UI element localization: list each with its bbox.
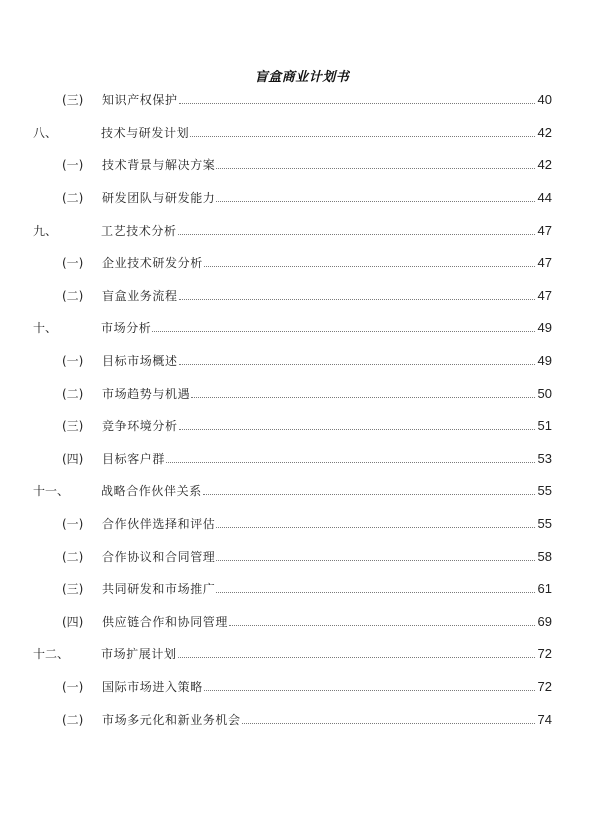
- dot-leader: [178, 234, 535, 235]
- dot-leader: [242, 723, 535, 724]
- toc-entry-page: 69: [537, 614, 552, 629]
- toc-entry-title: 合作协议和合同管理: [102, 550, 216, 564]
- toc-entry-title: 共同研发和市场推广: [102, 582, 216, 596]
- toc-entry[interactable]: [62, 382, 552, 402]
- dot-leader: [166, 462, 535, 463]
- toc-entry-number: 八、: [33, 126, 58, 140]
- toc-entry-number: (二): [62, 387, 84, 401]
- toc-entry-title: 盲盒业务流程: [102, 289, 178, 303]
- toc-entry-title: 市场多元化和新业务机会: [102, 713, 241, 727]
- toc-entry-number: (二): [62, 191, 84, 205]
- toc-entry-page: 40: [537, 92, 552, 107]
- toc-entry-number: (三): [62, 93, 84, 107]
- toc-entry-title: 目标市场概述: [102, 354, 178, 368]
- toc-entry-page: 72: [537, 679, 552, 694]
- dot-leader: [216, 592, 535, 593]
- toc-entry-page: 47: [537, 288, 552, 303]
- document-title: 盲盒商业计划书: [254, 70, 350, 85]
- dot-leader: [191, 397, 535, 398]
- toc-entry-number: 九、: [33, 224, 58, 238]
- dot-leader: [229, 625, 535, 626]
- dot-leader: [190, 136, 535, 137]
- dot-leader: [179, 429, 535, 430]
- toc-entry-title: 企业技术研发分析: [102, 256, 203, 270]
- toc-entry-number: (二): [62, 550, 84, 564]
- toc-entry-number: (二): [62, 289, 84, 303]
- toc-entry-page: 49: [537, 320, 552, 335]
- toc-entry[interactable]: [62, 186, 552, 206]
- toc-entry-number: 十一、: [33, 484, 70, 498]
- toc-entry-title: 目标客户群: [102, 452, 166, 466]
- dot-leader: [203, 494, 535, 495]
- toc-entry[interactable]: [62, 349, 552, 369]
- toc-entry-page: 55: [537, 483, 552, 498]
- dot-leader: [179, 364, 535, 365]
- toc-entry-page: 47: [537, 223, 552, 238]
- toc-entry-title: 技术背景与解决方案: [102, 158, 216, 172]
- toc-entry-title: 知识产权保护: [102, 93, 178, 107]
- toc-entry[interactable]: [62, 447, 552, 467]
- toc-entry-title: 国际市场进入策略: [102, 680, 203, 694]
- dot-leader: [216, 527, 535, 528]
- toc-entry-title: 合作伙伴选择和评估: [102, 517, 216, 531]
- dot-leader: [179, 103, 535, 104]
- toc-entry[interactable]: [62, 284, 552, 304]
- toc-entry[interactable]: [62, 414, 552, 434]
- toc-entry[interactable]: [33, 121, 552, 141]
- toc-entry[interactable]: [62, 512, 552, 532]
- dot-leader: [179, 299, 535, 300]
- toc-entry-page: 42: [537, 157, 552, 172]
- toc-entry[interactable]: [33, 642, 552, 662]
- toc-entry-page: 58: [537, 549, 552, 564]
- toc-entry-page: 50: [537, 386, 552, 401]
- dot-leader: [204, 266, 535, 267]
- toc-entry[interactable]: [33, 316, 552, 336]
- toc-entry-title: 研发团队与研发能力: [102, 191, 216, 205]
- toc-entry-number: (一): [62, 354, 84, 368]
- toc-entry-page: 49: [537, 353, 552, 368]
- toc-entry-title: 战略合作伙伴关系: [101, 484, 202, 498]
- toc-entry-number: (四): [62, 452, 84, 466]
- toc-entry-page: 51: [537, 418, 552, 433]
- toc-entry[interactable]: [62, 153, 552, 173]
- toc-entry-page: 61: [537, 581, 552, 596]
- toc-entry-number: (三): [62, 582, 84, 596]
- dot-leader: [178, 657, 535, 658]
- toc-entry-title: 市场趋势与机遇: [102, 387, 191, 401]
- toc-entry-title: 市场分析: [101, 321, 152, 335]
- toc-entry-page: 74: [537, 712, 552, 727]
- toc-entry[interactable]: [33, 219, 552, 239]
- toc-entry-number: (一): [62, 517, 84, 531]
- toc-entry-title: 竞争环境分析: [102, 419, 178, 433]
- dot-leader: [204, 690, 535, 691]
- toc-entry[interactable]: [62, 545, 552, 565]
- dot-leader: [216, 168, 535, 169]
- toc-entry-title: 工艺技术分析: [101, 224, 177, 238]
- toc-entry[interactable]: [62, 251, 552, 271]
- toc-entry-number: 十、: [33, 321, 58, 335]
- toc-entry[interactable]: [62, 610, 552, 630]
- toc-entry-page: 55: [537, 516, 552, 531]
- toc-entry-number: (一): [62, 680, 84, 694]
- toc-entry[interactable]: [62, 88, 552, 108]
- dot-leader: [216, 201, 535, 202]
- dot-leader: [152, 331, 535, 332]
- toc-entry[interactable]: [33, 479, 552, 499]
- toc-entry[interactable]: [62, 577, 552, 597]
- toc-entry-page: 44: [537, 190, 552, 205]
- toc-entry-page: 72: [537, 646, 552, 661]
- toc-entry-page: 47: [537, 255, 552, 270]
- toc-entry[interactable]: [62, 708, 552, 728]
- toc-entry-number: (二): [62, 713, 84, 727]
- dot-leader: [216, 560, 535, 561]
- toc-entry-page: 53: [537, 451, 552, 466]
- toc-entry-page: 42: [537, 125, 552, 140]
- toc-entry-number: (一): [62, 158, 84, 172]
- toc-entry-title: 市场扩展计划: [101, 647, 177, 661]
- toc-entry-title: 技术与研发计划: [101, 126, 190, 140]
- toc-entry-number: (一): [62, 256, 84, 270]
- toc-entry-title: 供应链合作和协同管理: [102, 615, 229, 629]
- toc-entry-number: (三): [62, 419, 84, 433]
- toc-entry-number: 十二、: [33, 647, 70, 661]
- toc-entry[interactable]: [62, 675, 552, 695]
- toc-entry-number: (四): [62, 615, 84, 629]
